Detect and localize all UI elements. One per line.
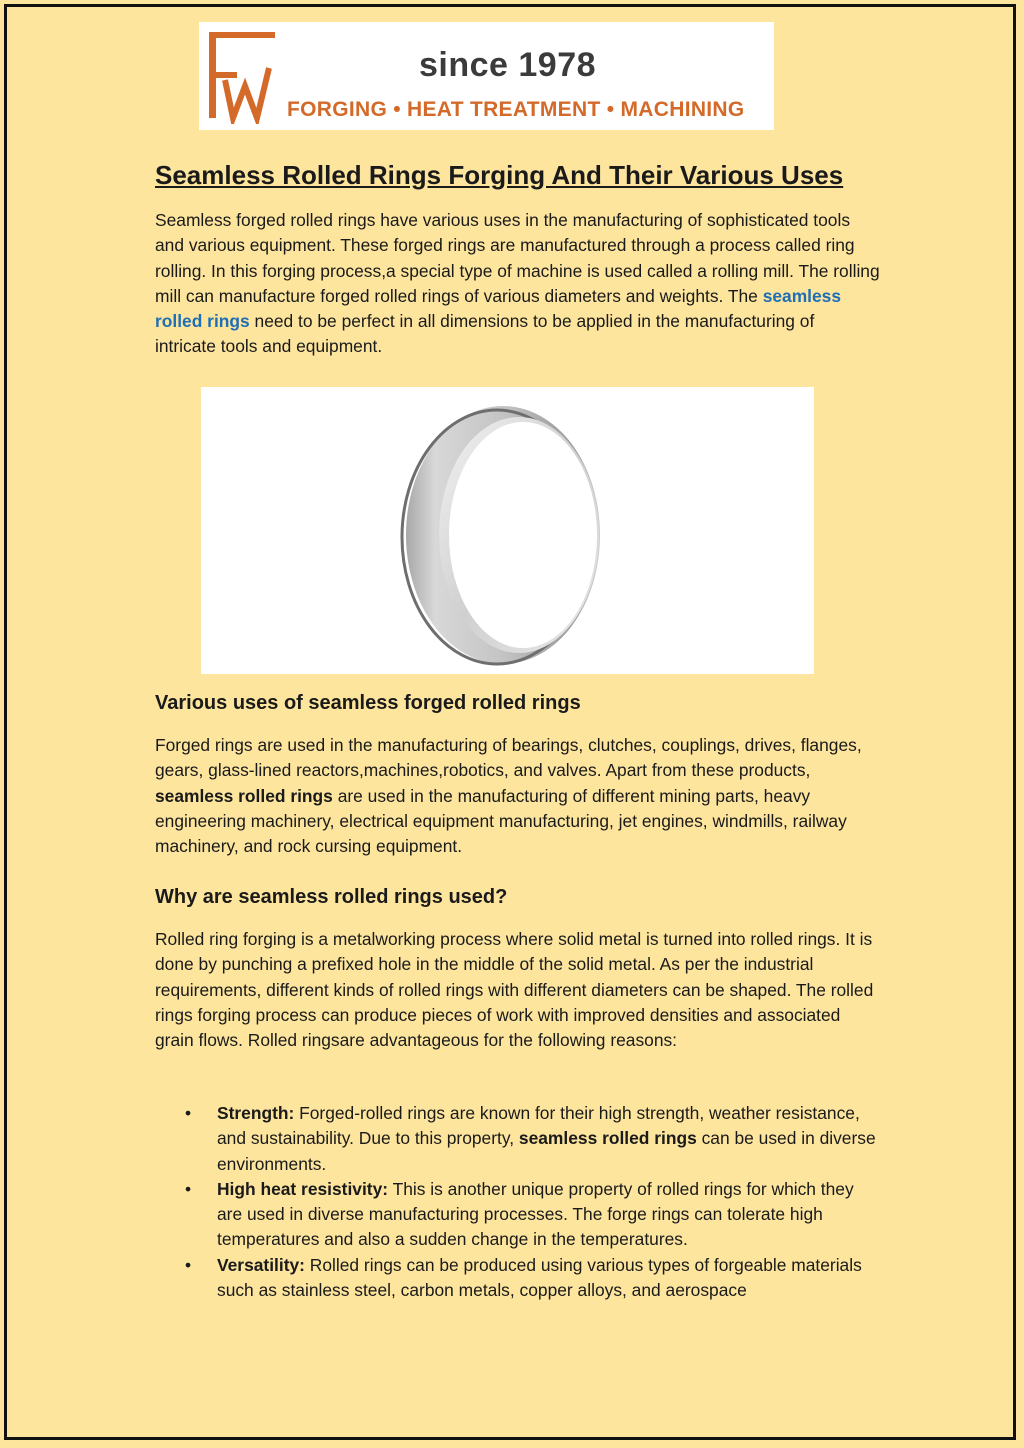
list-item bbox=[155, 1177, 880, 1253]
list-item bbox=[155, 1253, 880, 1304]
reason-label: Strength: bbox=[217, 1103, 295, 1123]
uses-text-before: Forged rings are used in the manufacturing of bearings, clutches, couplings, drives, flanges, gears, glass-lined reactors,machines,robotics, and valves. Apart from these products, bbox=[155, 735, 862, 781]
intro-section bbox=[155, 208, 880, 360]
why-paragraph: Rolled ring forging is a metalworking process where solid metal is turned into rolled rings. It is done by punching a prefixed hole in the middle of the solid metal. As per the industrial requirements, different kinds of rolled rings with different diameters can be shaped. The rolled rings forging process can produce pieces of work with improved densities and associated grain flows. Rolled ringsare advantageous for the following reasons: bbox=[155, 929, 874, 1051]
bullet-icon: • bbox=[185, 1178, 192, 1199]
reason-bold-term: seamless rolled rings bbox=[518, 1128, 697, 1149]
section-heading-why: Why are seamless rolled rings used? bbox=[155, 886, 508, 908]
uses-text-after: are used in the manufacturing of different mining parts, heavy engineering machinery, electrical equipment manufacturing, jet engines, windmills, railway machinery, and rock cursing equipment. bbox=[155, 785, 847, 857]
reason-text-after: can be used in diverse environments. bbox=[217, 1128, 876, 1174]
logo-tagline: FORGING • HEAT TREATMENT • MACHINING bbox=[287, 98, 745, 121]
bullet-icon: • bbox=[185, 1254, 192, 1275]
reason-label: Versatility: bbox=[217, 1254, 305, 1275]
section-heading-uses: Various uses of seamless forged rolled rings bbox=[155, 692, 581, 714]
uses-bold-term: seamless rolled rings bbox=[155, 785, 333, 806]
page-title: Seamless Rolled Rings Forging And Their Various Uses bbox=[155, 160, 844, 190]
intro-text-after: need to be perfect in all dimensions to be applied in the manufacturing of intricate tools and equipment. bbox=[155, 311, 815, 357]
why-section bbox=[155, 927, 880, 1053]
company-logo bbox=[199, 22, 774, 130]
reason-text-before: This is another unique property of rolled rings for which they are used in diverse manufacturing processes. The forge rings can tolerate high temperatures and also a sudden change in the temperatures. bbox=[217, 1178, 854, 1250]
uses-section bbox=[155, 733, 880, 859]
uses-paragraph bbox=[155, 733, 880, 859]
logo-since-text: since 1978 bbox=[419, 46, 597, 84]
list-item bbox=[155, 1101, 880, 1177]
reason-label: High heat resistivity: bbox=[217, 1178, 389, 1199]
bullet-icon: • bbox=[185, 1103, 192, 1123]
rolled-ring-illustration bbox=[201, 387, 814, 674]
reason-text-before: Forged-rolled rings are known for their high strength, weather resistance, and sustainability. Due to this property, bbox=[217, 1103, 860, 1149]
reason-text-before: Rolled rings can be produced using various types of forgeable materials such as stainless steel, carbon metals, copper alloys, and aerospace bbox=[217, 1254, 862, 1301]
reasons-list bbox=[155, 1101, 880, 1303]
intro-text-before: Seamless forged rolled rings have various uses in the manufacturing of sophisticated tools and various equipment. These forged rings are manufactured through a process called ring rolling. In this forging process,a special type of machine is used called a rolling mill. The rolling mill can manufacture forged rolled rings of various diameters and weights. The bbox=[155, 210, 880, 306]
ring-photo bbox=[201, 387, 814, 674]
fw-logo-icon bbox=[207, 28, 277, 124]
seamless-rolled-rings-link[interactable]: seamless rolled rings bbox=[155, 285, 842, 332]
intro-paragraph bbox=[155, 208, 880, 360]
